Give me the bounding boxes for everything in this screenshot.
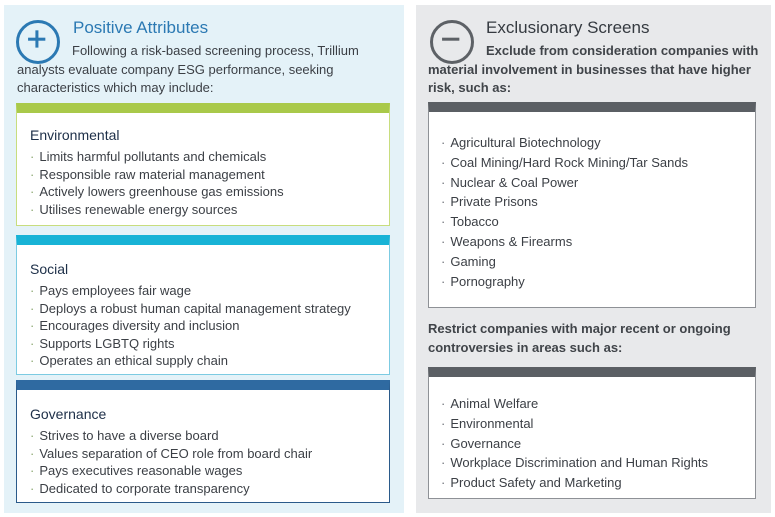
list-item: · Pays executives reasonable wages: [30, 462, 312, 480]
list-item: · Pornography: [441, 272, 688, 292]
list-item: · Animal Welfare: [441, 394, 708, 414]
list-item: · Private Prisons: [441, 192, 688, 212]
list-item: · Deploys a robust human capital management strategy: [30, 300, 351, 318]
list-item: · Responsible raw material management: [30, 166, 284, 184]
list-item: · Pays employees fair wage: [30, 282, 351, 300]
list-item: · Workplace Discrimination and Human Rights: [441, 453, 708, 473]
environmental-list: [30, 148, 284, 218]
governance-heading: Governance: [30, 406, 107, 422]
list-item: · Tobacco: [441, 212, 688, 232]
list-item: · Limits harmful pollutants and chemicals: [30, 148, 284, 166]
exclusionary-screens-title: Exclusionary Screens: [486, 18, 650, 37]
governance-box: [16, 380, 390, 503]
list-item: · Nuclear & Coal Power: [441, 173, 688, 193]
list-item: · Gaming: [441, 252, 688, 272]
excluded-businesses-box: [428, 102, 756, 308]
list-item: · Agricultural Biotechnology: [441, 133, 688, 153]
list-item: · Coal Mining/Hard Rock Mining/Tar Sands: [441, 153, 688, 173]
environmental-box: [16, 103, 390, 226]
exclusionary-screens-panel: [416, 5, 771, 513]
excluded-businesses-list: [441, 133, 688, 291]
social-heading: Social: [30, 261, 69, 277]
list-item: · Environmental: [441, 414, 708, 434]
list-item: · Encourages diversity and inclusion: [30, 317, 351, 335]
list-item: · Utilises renewable energy sources: [30, 201, 284, 219]
restricted-controversies-box: [428, 367, 756, 499]
governance-list: [30, 427, 312, 497]
list-item: · Governance: [441, 434, 708, 454]
list-item: · Values separation of CEO role from board chair: [30, 445, 312, 463]
restrict-intro: Restrict companies with major recent or ongoing controversies in areas such as:: [428, 321, 731, 355]
list-item: · Operates an ethical supply chain: [30, 352, 351, 370]
positive-attributes-intro: Following a risk-based screening process, Trillium analysts evaluate company ESG performance, seeking characteristics which may include:: [17, 43, 359, 95]
social-list: [30, 282, 351, 370]
list-item: · Strives to have a diverse board: [30, 427, 312, 445]
list-item: · Product Safety and Marketing: [441, 473, 708, 493]
exclusionary-intro: Exclude from consideration companies with material involvement in businesses that have higher risk, such as:: [428, 43, 759, 95]
list-item: · Dedicated to corporate transparency: [30, 480, 312, 498]
positive-attributes-title: Positive Attributes: [73, 18, 209, 37]
social-box: [16, 235, 390, 375]
list-item: · Weapons & Firearms: [441, 232, 688, 252]
list-item: · Supports LGBTQ rights: [30, 335, 351, 353]
positive-attributes-panel: [4, 5, 404, 513]
environmental-heading: Environmental: [30, 127, 120, 143]
list-item: · Actively lowers greenhouse gas emissions: [30, 183, 284, 201]
restricted-controversies-list: [441, 394, 708, 493]
